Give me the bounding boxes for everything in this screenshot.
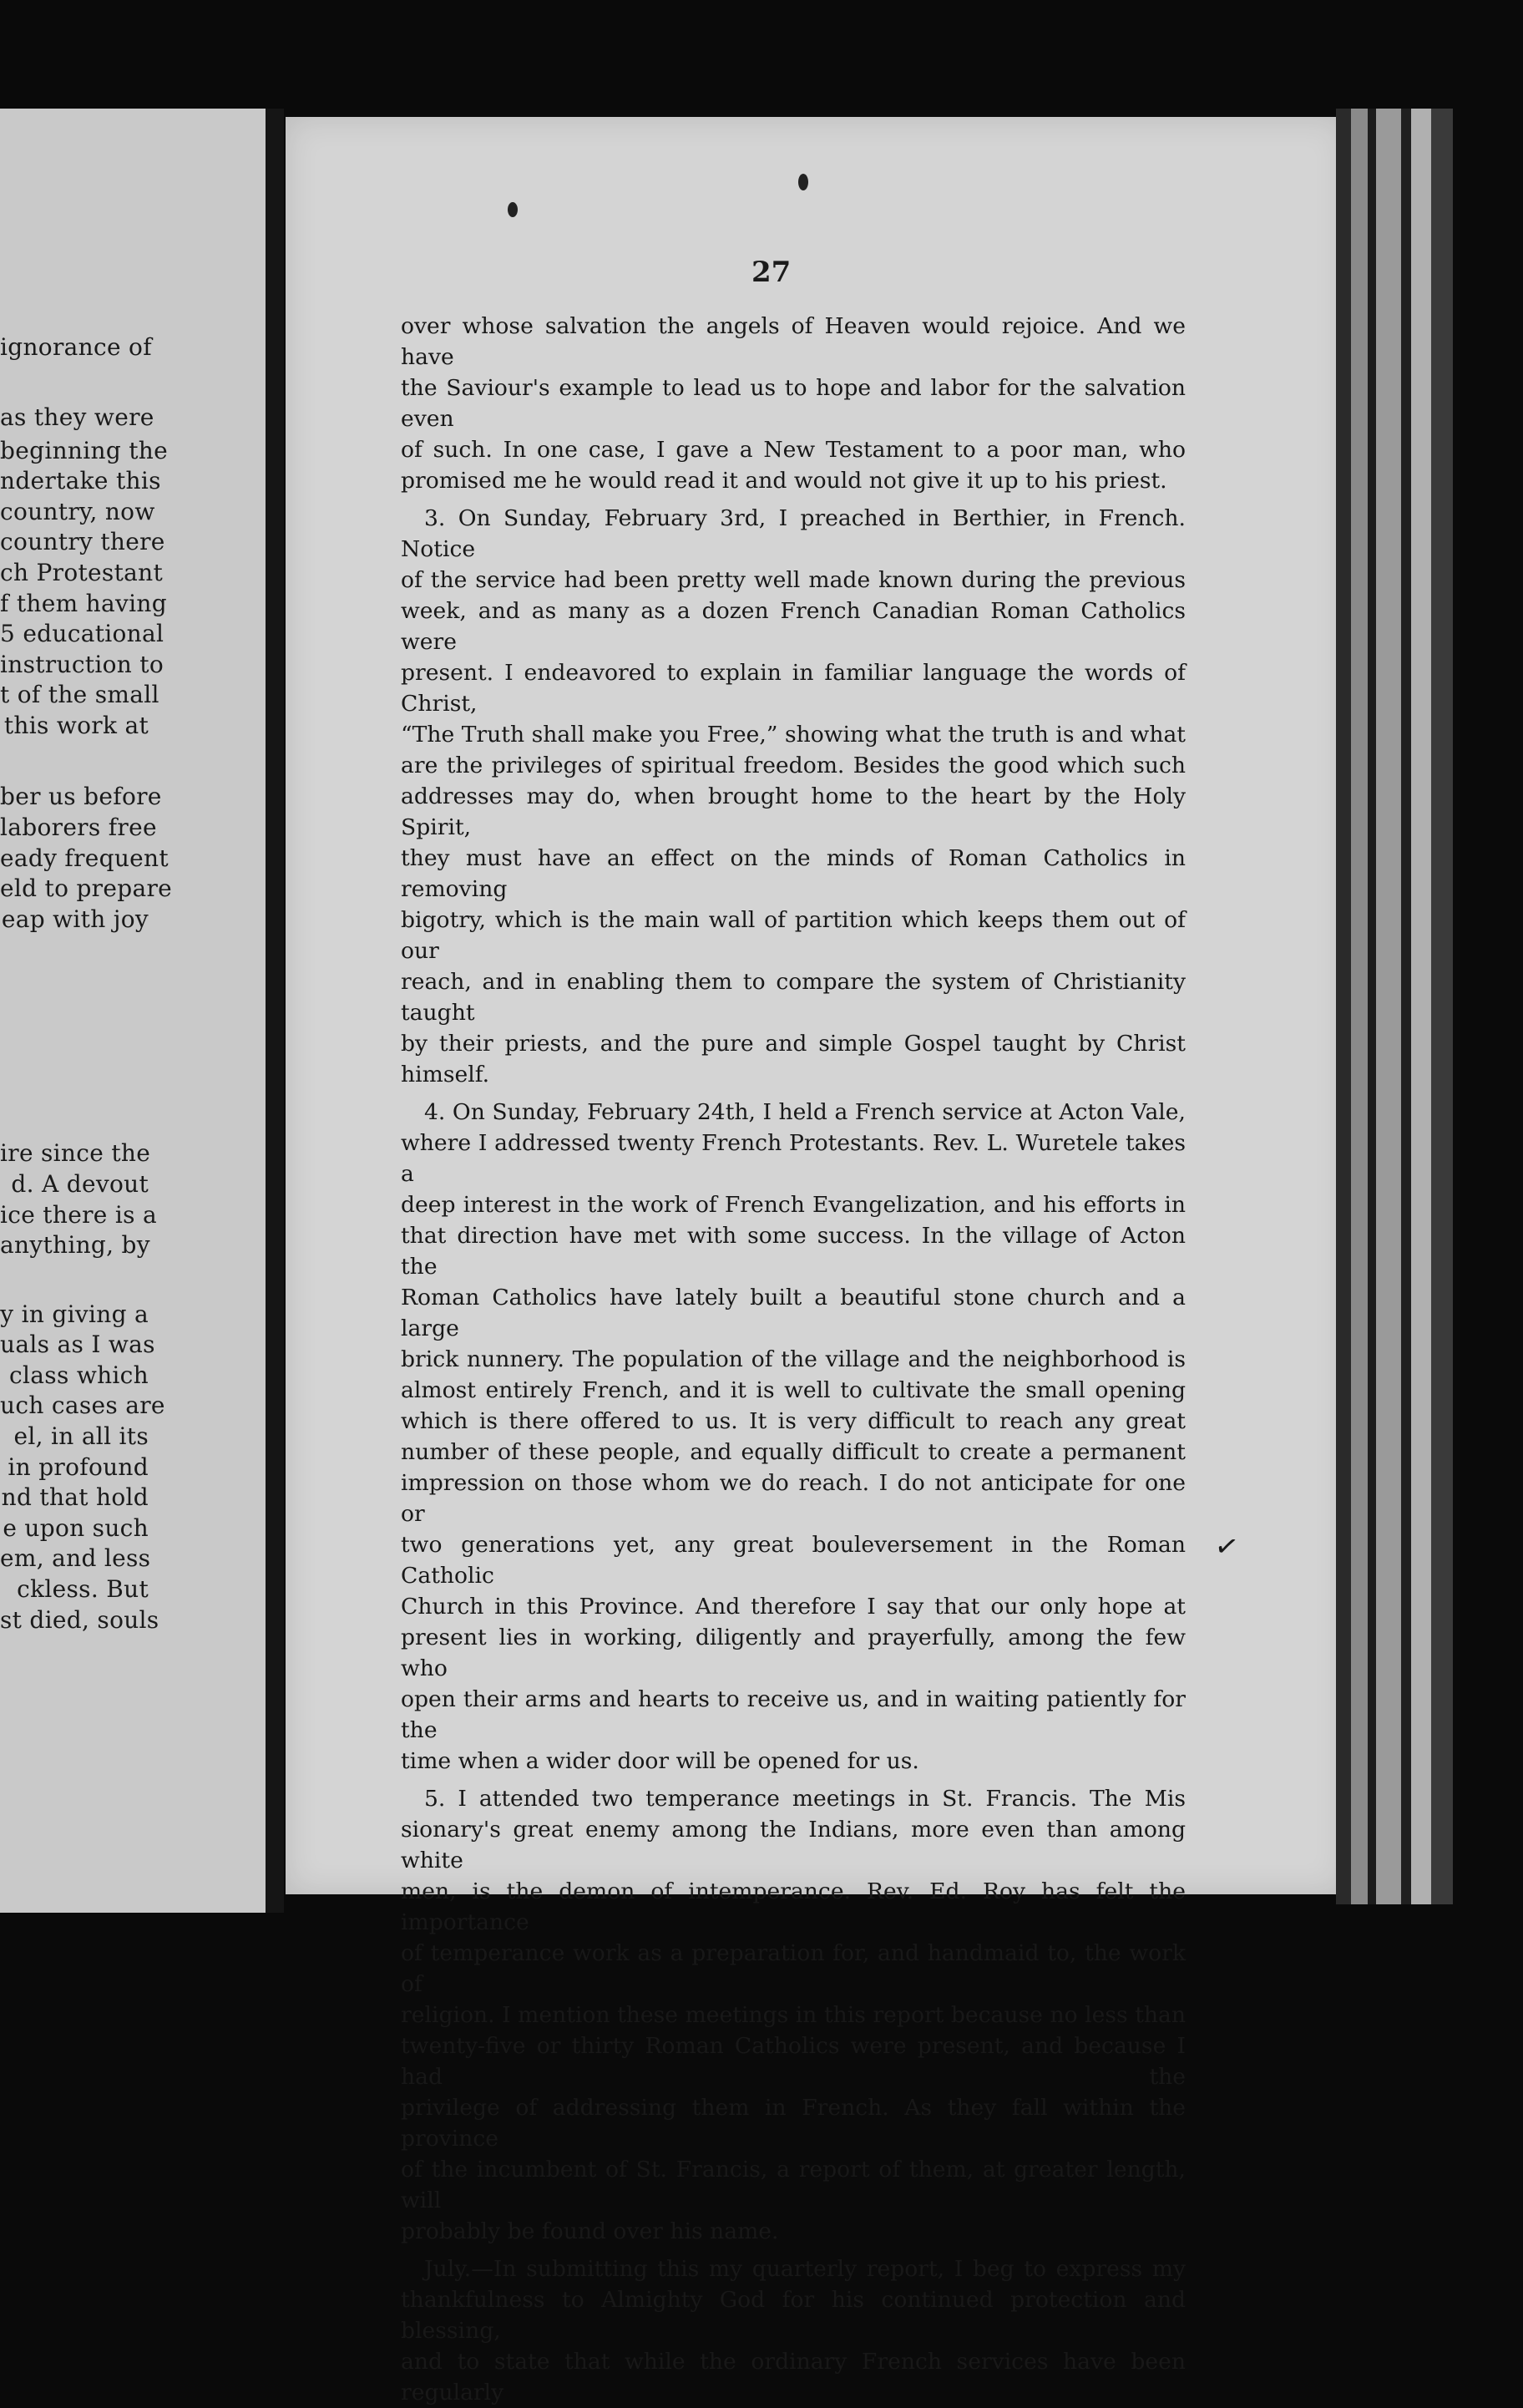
text-line: July.—In submitting this my quarterly report, I beg to express my: [424, 2256, 1186, 2282]
left-page-line: in profound: [8, 1452, 149, 1481]
book-gutter: [266, 109, 284, 1913]
text-line: present. I endeavored to explain in familiar language the words of Christ,: [401, 660, 1186, 717]
paragraph-gap: [401, 1777, 1186, 1783]
text-line: almost entirely French, and it is well to cultivate the small opening: [401, 1377, 1186, 1403]
text-line: thankfulness to Almighty God for his continued protection and blessing,: [401, 2287, 1186, 2344]
left-page-line: anything, by: [0, 1231, 150, 1260]
text-line: the Saviour's example to lead us to hope and labor for the salvation even: [401, 375, 1186, 432]
left-page-line: st died, souls: [0, 1605, 159, 1634]
text-line: of the service had been pretty well made known during the previous: [401, 567, 1186, 593]
left-page-line: t of the small: [0, 681, 159, 709]
text-line: twenty-five or thirty Roman Catholics were present, and because I had the: [401, 2033, 1186, 2090]
left-page-line: ignorance of: [0, 333, 152, 362]
left-page-line: eap with joy: [1, 905, 149, 933]
text-line: 5. I attended two temperance meetings in St. Francis. The Mis: [424, 1786, 1186, 1812]
text-line: two generations yet, any great bouleversement in the Roman Catholic: [401, 1532, 1186, 1589]
text-line: reach, and in enabling them to compare the system of Christianity taught: [401, 969, 1186, 1026]
left-page-line: e upon such: [3, 1513, 149, 1542]
text-line: privilege of addressing them in French. As they fall within the province: [401, 2095, 1186, 2152]
paragraph-gap: [401, 496, 1186, 503]
text-line: open their arms and hearts to receive us, and in waiting patiently for the: [401, 1686, 1186, 1743]
text-line: probably be found over his name.: [401, 2218, 779, 2244]
text-line: Roman Catholics have lately built a beautiful stone church and a large: [401, 1285, 1186, 1341]
left-page-line: country there: [0, 528, 165, 556]
ink-speck: [508, 202, 518, 217]
text-line: sionary's great enemy among the Indians, more even than among white: [401, 1817, 1186, 1873]
left-page-line: el, in all its: [13, 1422, 149, 1450]
text-line: week, and as many as a dozen French Canadian Roman Catholics were: [401, 598, 1186, 655]
text-line: time when a wider door will be opened for us.: [401, 1748, 919, 1774]
text-line: of the incumbent of St. Francis, a report of them, at greater length, will: [401, 2157, 1186, 2213]
left-page-line: instruction to: [0, 650, 164, 678]
text-line: Church in this Province. And therefore I say that our only hope at: [401, 1594, 1186, 1620]
left-page-line: ber us before: [0, 783, 162, 811]
text-line: of such. In one case, I gave a New Testament to a poor man, who: [401, 437, 1186, 463]
left-page-line: uch cases are: [0, 1392, 165, 1420]
text-line: present lies in working, diligently and prayerfully, among the few who: [401, 1625, 1186, 1681]
left-page-line: eady frequent: [0, 844, 169, 872]
left-page-line: class which: [9, 1361, 149, 1389]
text-line: are the privileges of spiritual freedom. Besides the good which such: [401, 753, 1186, 778]
left-page-line: laborers free: [0, 814, 157, 841]
left-page-line: ice there is a: [0, 1200, 157, 1229]
left-page-line: 5 educational: [0, 620, 164, 648]
left-page-line: beginning the: [0, 436, 169, 464]
left-page-line: y in giving a: [0, 1300, 149, 1328]
text-line: deep interest in the work of French Evangelization, and his efforts in: [401, 1192, 1186, 1218]
left-page-line: ckless. But: [17, 1574, 149, 1603]
text-line: they must have an effect on the minds of Roman Catholics in removing: [401, 845, 1186, 902]
text-line: by their priests, and the pure and simple Gospel taught by Christ himself.: [401, 1031, 1186, 1087]
left-page-line: nd that hold: [1, 1483, 149, 1512]
left-page-line: ndertake this: [0, 467, 161, 495]
text-line: which is there offered to us. It is very difficult to reach any great: [401, 1408, 1186, 1434]
text-line: number of these people, and equally difficult to create a permanent: [401, 1439, 1186, 1465]
ink-speck: [798, 174, 808, 190]
left-page-line: uals as I was: [0, 1331, 155, 1359]
paragraph-gap: [401, 1090, 1186, 1097]
text-line: of temperance work as a preparation for, and handmaid to, the work of: [401, 1940, 1186, 1997]
text-line: that direction have met with some success. In the village of Acton the: [401, 1223, 1186, 1280]
text-line: addresses may do, when brought home to the heart by the Holy Spirit,: [401, 783, 1186, 840]
text-line: over whose salvation the angels of Heaven would rejoice. And we have: [401, 313, 1186, 370]
page-body-text: [401, 311, 1186, 2408]
text-line: bigotry, which is the main wall of partition which keeps them out of our: [401, 907, 1186, 964]
pencil-check-mark: ✓: [1212, 1528, 1242, 1566]
text-line: impression on those whom we do reach. I do not anticipate for one or: [401, 1470, 1186, 1527]
left-page-line: eld to prepare: [0, 874, 173, 903]
left-page-line: ire since the: [0, 1139, 151, 1168]
text-line: 3. On Sunday, February 3rd, I preached in Berthier, in French. Notice: [401, 505, 1186, 562]
left-page-line: f them having: [0, 589, 167, 617]
text-line: religion. I mention these meetings in this report because no less than: [401, 2002, 1186, 2028]
left-page-line: as they were: [0, 403, 154, 431]
text-line: men, is the demon of intemperance. Rev. Ed. Roy has felt the importance: [401, 1878, 1186, 1935]
text-line: and to state that while the ordinary French services have been regularly: [401, 2349, 1186, 2405]
text-line: “The Truth shall make you Free,” showing what the truth is and what: [401, 722, 1186, 748]
left-facing-page: [0, 109, 267, 1913]
left-page-line: this work at: [3, 712, 149, 739]
text-line: promised me he would read it and would not give it up to his priest.: [401, 468, 1167, 494]
left-page-line: d. A devout: [11, 1170, 149, 1198]
left-page-line: country, now: [0, 497, 155, 525]
page-edges: [1336, 109, 1453, 1904]
text-line: 4. On Sunday, February 24th, I held a French service at Acton Vale,: [424, 1099, 1186, 1125]
left-page-line: ch Protestant: [0, 559, 164, 586]
text-line: brick nunnery. The population of the village and the neighborhood is: [401, 1346, 1186, 1372]
page-number: 27: [751, 256, 792, 289]
left-page-line: em, and less: [0, 1544, 151, 1573]
text-line: where I addressed twenty French Protestants. Rev. L. Wuretele takes a: [401, 1130, 1186, 1187]
paragraph-gap: [401, 2247, 1186, 2253]
